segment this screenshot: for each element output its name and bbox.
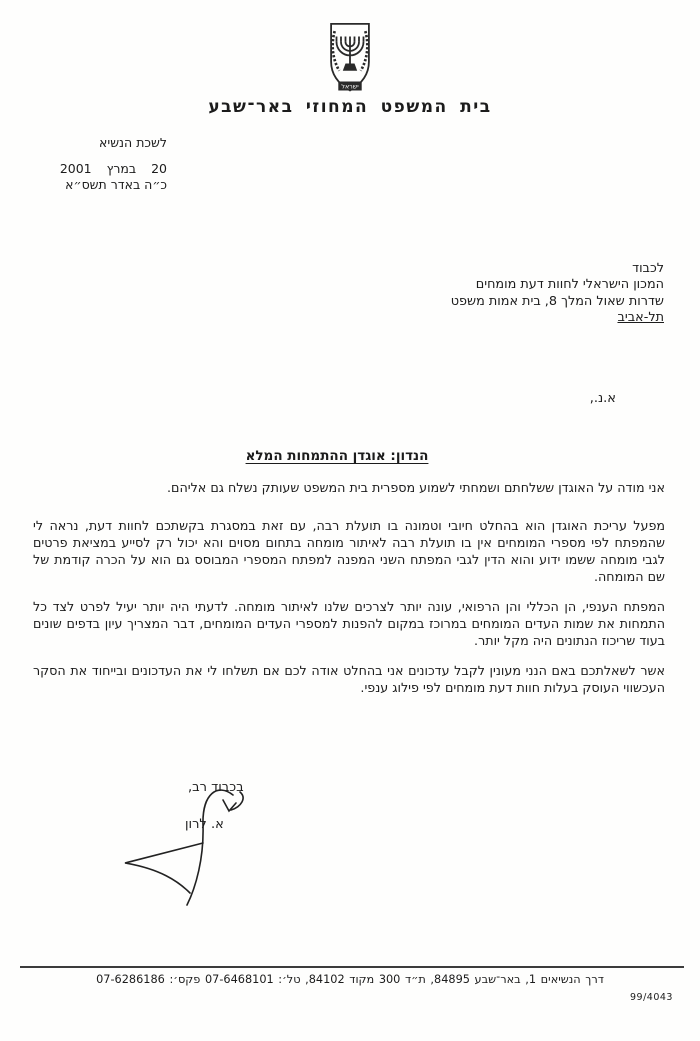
office-date-block (33, 135, 167, 193)
emblem-banner-text: ישראל (341, 83, 359, 91)
recipient-to: לכבוד (632, 261, 664, 276)
body-paragraph-1: אני מודה על האוגדן ששלחתם ושמחתי לשמוע מספרית בית המשפט שעותק נשלח גם אליהם. (167, 480, 665, 495)
recipient-org: המכון הישראלי לחוות דעת מומחים (475, 277, 664, 293)
document-number (630, 992, 673, 1003)
israel-state-emblem (0, 20, 700, 102)
recipient-city: תל-אביב (617, 310, 664, 326)
document-number-value: 99/4043 (630, 992, 673, 1003)
body-paragraph-2: מפעל עריכת האוגדן הוא בהחלט חיובי וטמונה בו תועלת רבה, עם זאת במסגרת בקשתכם לחוות דעת, נראה לי שהמפתח לפי מספרי המומחים אין בו תועלת רבה לאיתור מומחה בתחום מסוים והא יכול רק לסייע במציאת פרטים לגבי מומחה ששמו ידוע והוא הדין לגבי המפתח השני המפנה למפתח המספרי המבוסס גם הוא על הכרה קודמת של שם המומחה. (33, 518, 665, 584)
body-paragraph-3: המפתח הענפי, הן הכללי והן הרפואי, עונה יותר לצרכים שלנו לאיתור מומחה. לדעתי היה יותר יעיל לפרט לצד כל התמחות את שמות העדים המומחים במרוכז במקום להפנות למספרי העדים המומחים, דבר המצריך עיון בדפים שונים בעוד שריכוז הנתונים היה מקל יותר. (33, 599, 665, 648)
footer-divider (20, 966, 684, 968)
greeting: א.נ., (589, 391, 616, 406)
subject-row (0, 445, 700, 464)
handwritten-signature (90, 783, 250, 918)
footer-address-line: דרך הנשיאים 1, באר־שבע 84895, ת״ד 300 מקוד 84102, טל׳: 07-6468101 פקס׳: 07-6286186 (96, 973, 604, 986)
office-name: לשכת הנשיא (99, 135, 167, 150)
recipient-block (451, 261, 664, 327)
signer-name: א. לרון (185, 817, 224, 832)
court-title: בית המשפט המחוזי באר־שבע (208, 97, 492, 117)
closing-phrase: בכבוד רב, (188, 780, 244, 795)
body-paragraph-4: אשר לשאלתכם באם הנני מעונין לקבל עדכונים אני בהחלט אודה לכם אם תשלחו לי את העדכונים ובייחוד את הסקר העכשווי העוסק בעלות חוות דעת מומחים לפי פילוג ענפי. (33, 663, 665, 695)
hebrew-date: כ״ה באדר תשס״א (65, 177, 167, 192)
recipient-address: שדרות שאול המלך 8, בית אמות משפט (450, 293, 664, 309)
menorah-emblem-icon (323, 20, 377, 98)
letter-body (33, 479, 665, 709)
gregorian-date: 20 במרץ 2001 (59, 161, 167, 176)
subject-line: הנדון: אוגדן ההתמחות המלא (245, 448, 429, 464)
